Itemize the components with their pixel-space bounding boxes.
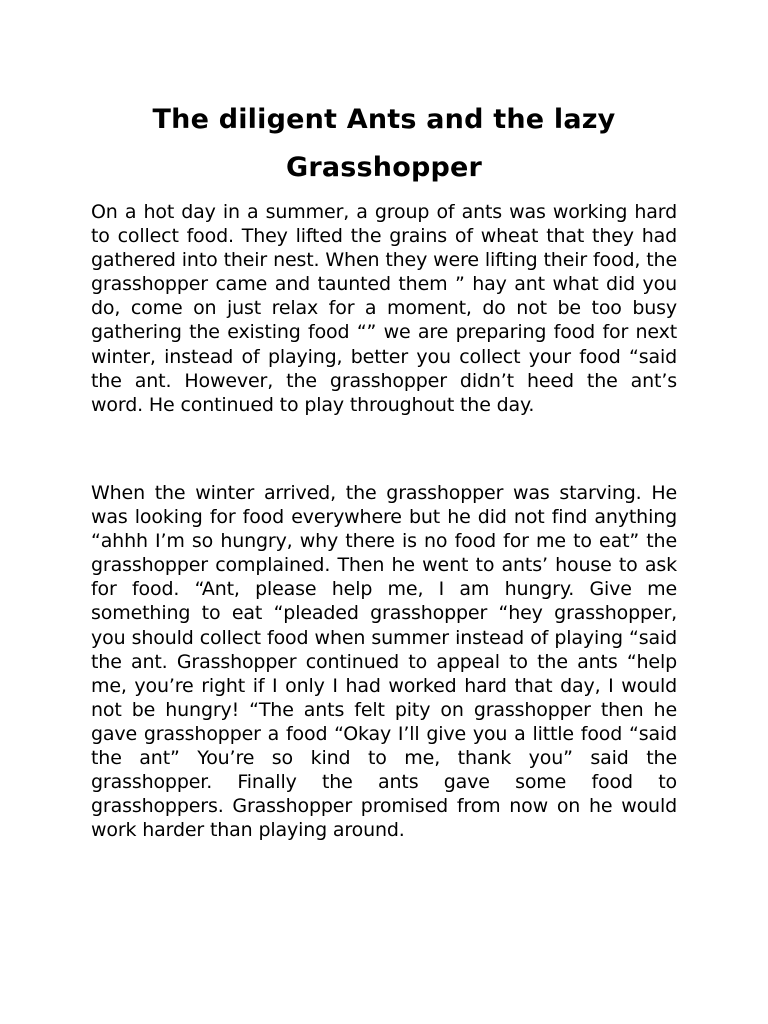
story-title: The diligent Ants and the lazy Grasshopper: [152, 104, 616, 183]
paragraph-summer: On a hot day in a summer, a group of ants was working hard to collect food. They lifted the grains of wheat that they had gathered into their nest. When they were lifting their food, the grasshopper came and taunted them ” hay ant what did you do, come on just relax for a moment, do not be too busy gathering the existing food “” we are preparing food for next winter, instead of playing, better you collect your food “said the ant. However, the grasshopper didn’t heed the ant’s word. He continued to play throughout the day.: [91, 201, 677, 416]
paragraph-winter: When the winter arrived, the grasshopper was starving. He was looking for food everywhere but he did not find anything “ahhh I’m so hungry, why there is no food for me to eat” the grasshopper complained. Then he went to ants’ house to ask for food. “Ant, please help me, I am hungry. Give me something to eat “pleaded grasshopper “hey grasshopper, you should collect food when summer instead of playing “said the ant. Grasshopper continued to appeal to the ants “help me, you’re right if I only I had worked hard that day, I would not be hungry! “The ants felt pity on grasshopper then he gave grasshopper a food “Okay I’ll give you a little food “said the ant” You’re so kind to me, thank you” said the grasshopper. Finally the ants gave some food to grasshoppers. Grasshopper promised from now on he would work harder than playing around.: [91, 482, 677, 842]
